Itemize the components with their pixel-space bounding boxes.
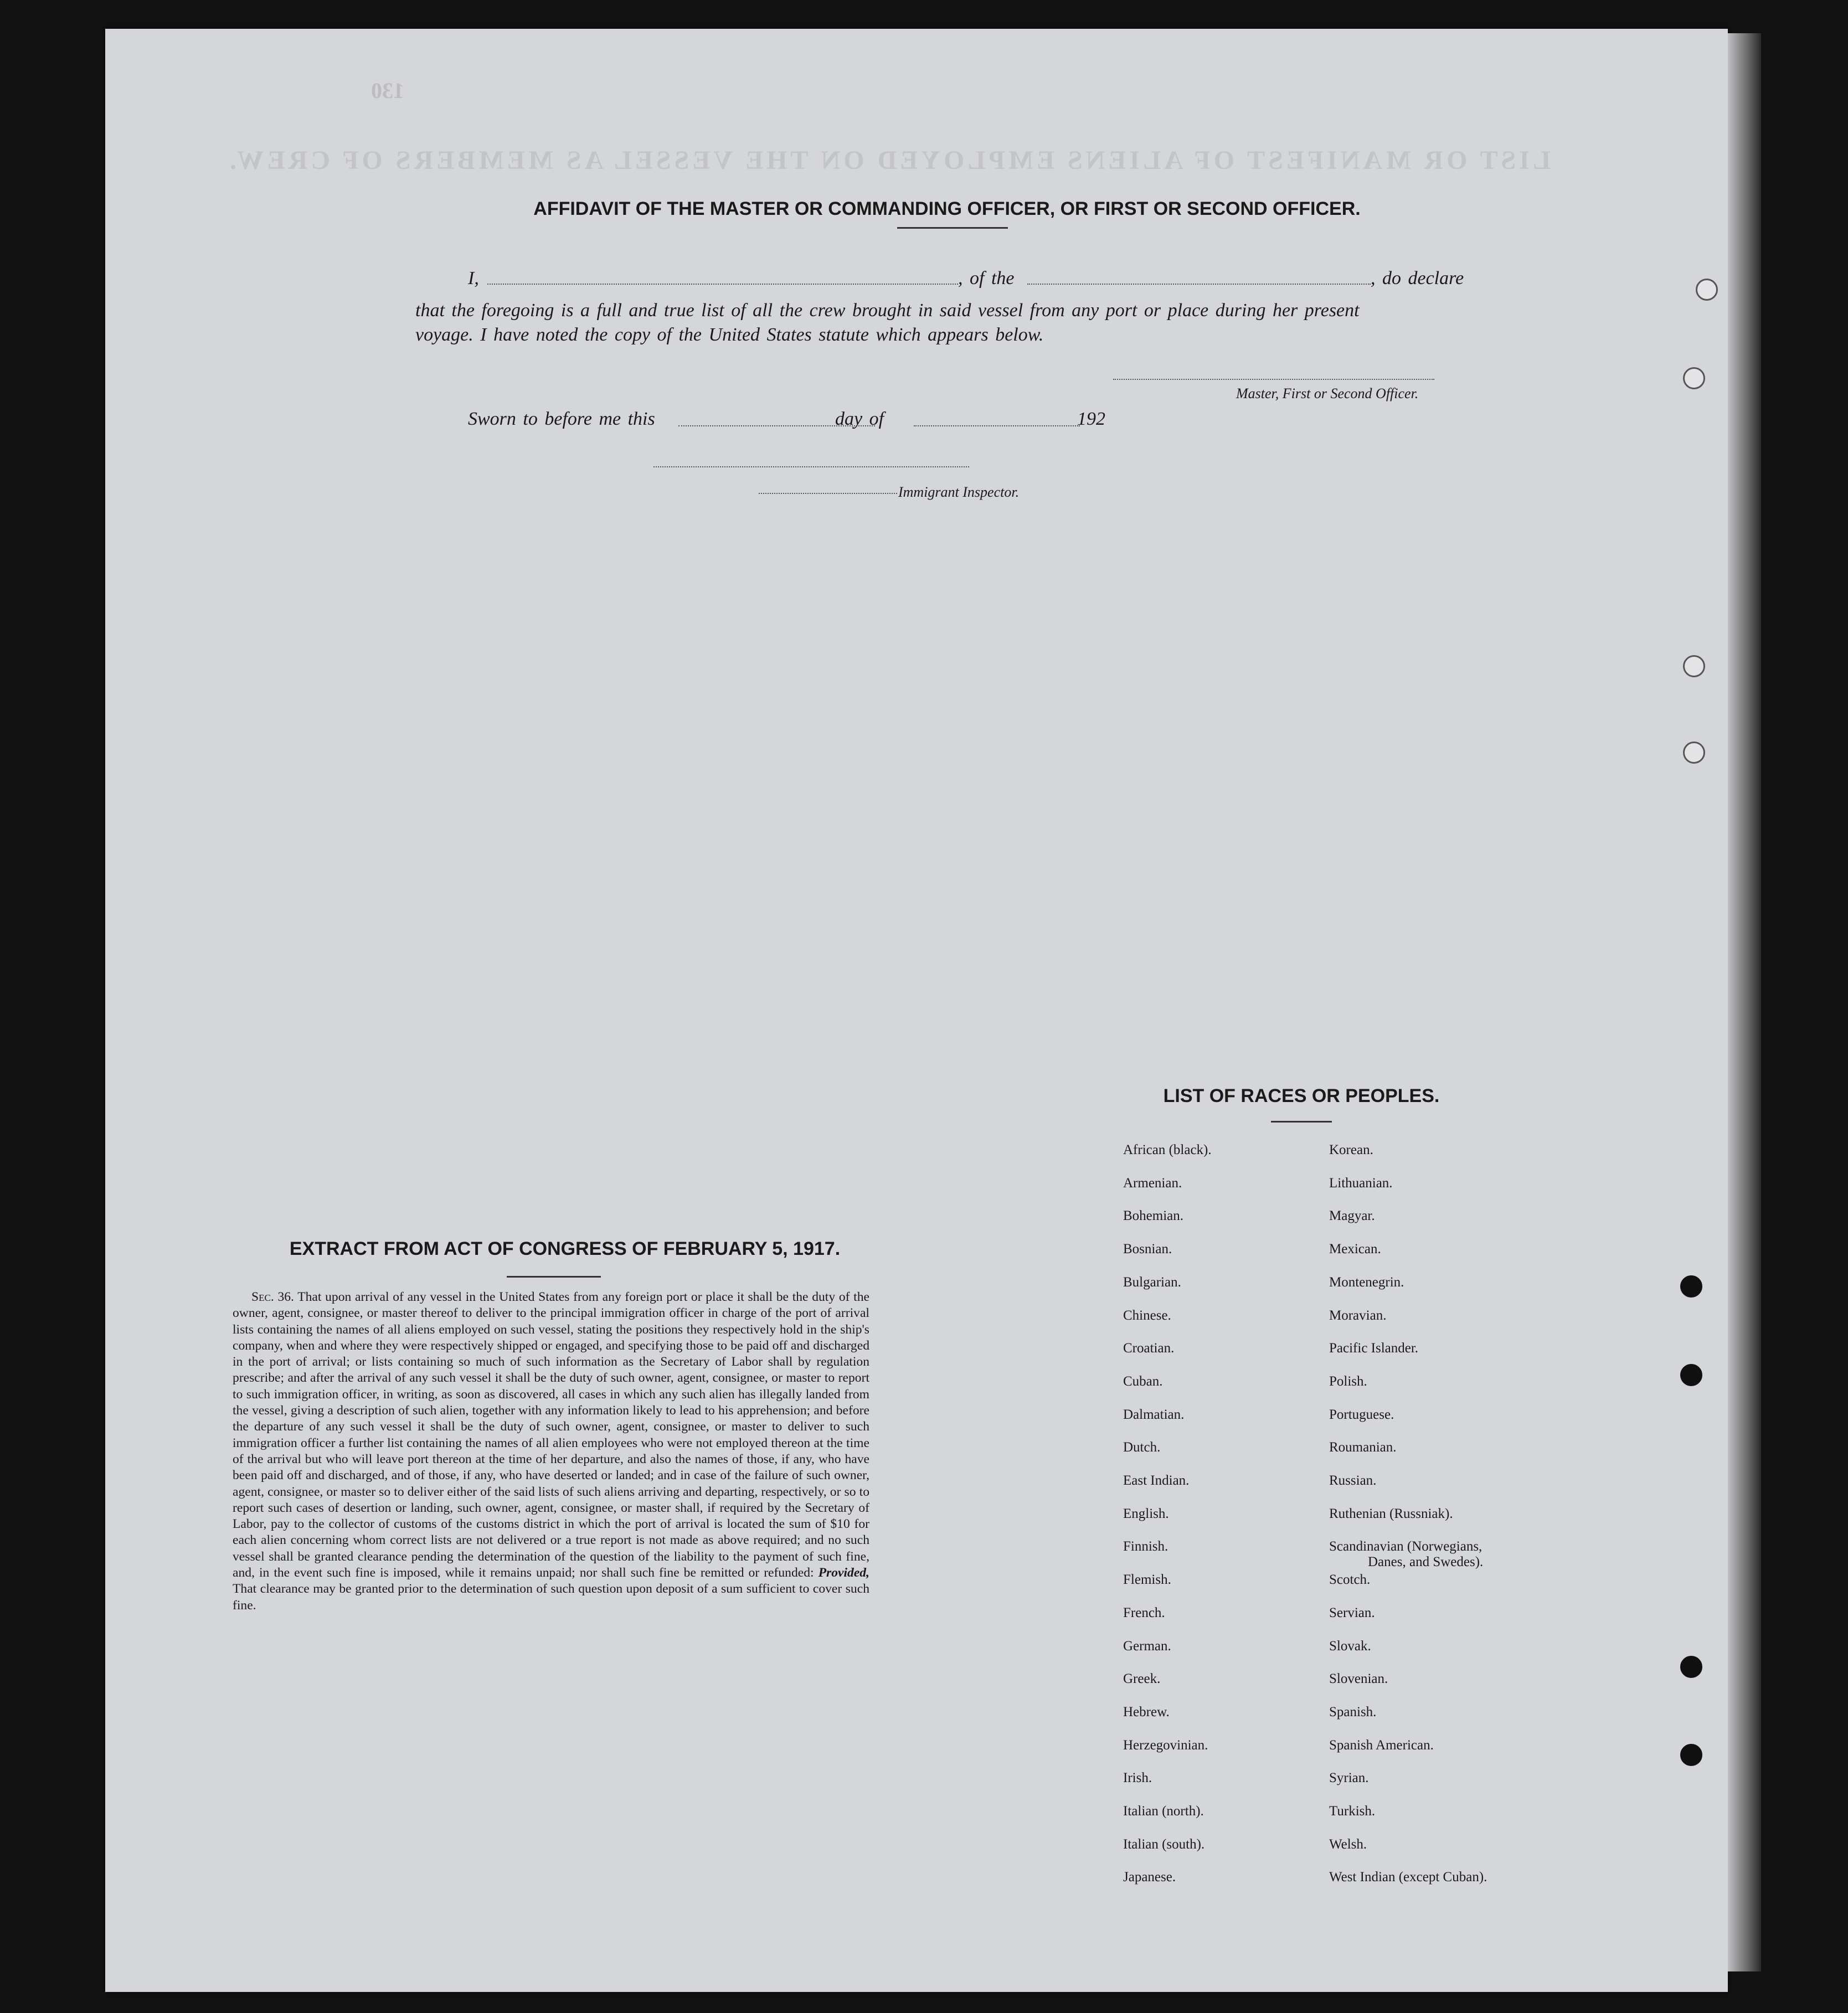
- affidavit-line1-mid: , of the: [958, 268, 1015, 289]
- affidavit-line3: voyage. I have noted the copy of the United States statute which appears below.: [415, 325, 1044, 345]
- race-item: Welsh.: [1329, 1837, 1367, 1852]
- race-item: French.: [1123, 1605, 1165, 1620]
- race-item: English.: [1123, 1506, 1169, 1521]
- extract-title: EXTRACT FROM ACT OF CONGRESS OF FEBRUARY 5, 1917.: [289, 1238, 841, 1259]
- race-item: Spanish.: [1329, 1705, 1377, 1719]
- race-item: Armenian.: [1123, 1176, 1182, 1191]
- race-item: Mexican.: [1329, 1242, 1381, 1257]
- sworn-month-blank: [914, 425, 1080, 426]
- affidavit-line2: that the foregoing is a full and true list of all the crew brought in said vessel from any port or place during her present: [415, 300, 1360, 321]
- race-item: Hebrew.: [1123, 1705, 1170, 1719]
- race-item: Scandinavian (Norwegians,: [1329, 1539, 1482, 1554]
- inspector-blank-upper: [653, 466, 969, 467]
- race-item: Magyar.: [1329, 1208, 1375, 1223]
- punch-hole: [1683, 742, 1705, 764]
- sworn-prefix: Sworn to before me this: [468, 409, 655, 429]
- punch-hole: [1683, 367, 1705, 389]
- race-item-continuation: Danes, and Swedes).: [1368, 1554, 1484, 1569]
- section-number: 36.: [277, 1290, 294, 1304]
- punch-hole: [1680, 1656, 1702, 1678]
- race-item: Portuguese.: [1329, 1407, 1394, 1422]
- race-item: Polish.: [1329, 1374, 1367, 1389]
- inspector-label: Immigrant Inspector.: [898, 484, 1020, 500]
- sworn-year: 192: [1077, 409, 1105, 429]
- affidavit-title: AFFIDAVIT OF THE MASTER OR COMMANDING OFFICER, OR FIRST OR SECOND OFFICER.: [533, 198, 1361, 219]
- race-item: African (black).: [1123, 1142, 1212, 1157]
- punch-hole: [1696, 279, 1718, 301]
- officer-label: Master, First or Second Officer.: [1236, 385, 1419, 401]
- races-title-rule: [1271, 1121, 1332, 1123]
- race-item: Bohemian.: [1123, 1208, 1184, 1223]
- document-page: [105, 29, 1728, 1992]
- race-item: Herzegovinian.: [1123, 1738, 1208, 1753]
- race-item: East Indian.: [1123, 1473, 1190, 1488]
- officer-signature-line: [1113, 379, 1434, 380]
- inspector-signature-line: [759, 493, 897, 494]
- race-item: Irish.: [1123, 1770, 1152, 1785]
- race-item: Korean.: [1329, 1142, 1373, 1157]
- race-item: Chinese.: [1123, 1308, 1171, 1323]
- race-item: Italian (south).: [1123, 1837, 1205, 1852]
- punch-hole: [1680, 1364, 1702, 1386]
- page-edge-shadow: [1728, 33, 1761, 1971]
- race-item: Slovak.: [1329, 1639, 1371, 1654]
- affidavit-line1-suffix: , do declare: [1371, 268, 1464, 289]
- race-item: Roumanian.: [1329, 1440, 1397, 1455]
- race-item: Pacific Islander.: [1329, 1341, 1419, 1356]
- race-item: Montenegrin.: [1329, 1275, 1404, 1290]
- punch-hole: [1683, 655, 1705, 677]
- race-item: Ruthenian (Russniak).: [1329, 1506, 1453, 1521]
- sworn-mid: day of: [835, 409, 884, 429]
- race-item: Syrian.: [1329, 1770, 1369, 1785]
- race-item: Russian.: [1329, 1473, 1377, 1488]
- race-item: Croatian.: [1123, 1341, 1175, 1356]
- races-title: LIST OF RACES OR PEOPLES.: [1163, 1085, 1440, 1106]
- race-item: Finnish.: [1123, 1539, 1168, 1554]
- race-item: Dalmatian.: [1123, 1407, 1185, 1422]
- affidavit-line1-prefix: I,: [468, 268, 479, 289]
- race-item: Dutch.: [1123, 1440, 1161, 1455]
- race-item: Lithuanian.: [1329, 1176, 1393, 1191]
- reverse-side-show-through: LIST OR MANIFEST OF ALIENS EMPLOYED ON THE VESSEL AS MEMBERS OF CREW.: [227, 146, 1551, 175]
- race-item: Cuban.: [1123, 1374, 1163, 1389]
- section-text-b: That clearance may be granted prior to the determination of such question upon deposit of a sum sufficient to cover such fine.: [233, 1582, 869, 1613]
- race-item: Bulgarian.: [1123, 1275, 1181, 1290]
- race-item: Spanish American.: [1329, 1738, 1434, 1753]
- race-item: Bosnian.: [1123, 1242, 1172, 1257]
- race-item: Moravian.: [1329, 1308, 1387, 1323]
- race-item: Italian (north).: [1123, 1804, 1204, 1819]
- race-item: Slovenian.: [1329, 1671, 1388, 1686]
- section-label: Sec.: [251, 1290, 274, 1304]
- race-item: Scotch.: [1329, 1572, 1371, 1587]
- race-item: Japanese.: [1123, 1870, 1176, 1885]
- section-text-a: That upon arrival of any vessel in the United States from any foreign port or place it shall be the duty of the owner, agent, consignee, or master thereof to deliver to the principal immigration officer in charge of the port of arrival lists containing the names of all aliens employed on such vessel, stating the positions they respectively hold in the ship's company, when and where they were respectively shipped or engaged, and specifying those to be paid off and discharged in the port of arrival; or lists containing so much of such information as the Secretary of Labor shall by regulation prescribe; and after the arrival of any such vessel it shall be the duty of such owner, agent, consignee, or master to report to such immigration officer, in writing, as soon as discovered, all cases in which any such alien has illegally landed from the vessel, giving a description of such alien, together with any information likely to lead to his apprehension; and before the departure of any such vessel it shall be the duty of such owner, agent, consignee, or master to deliver to such immigration officer a further list containing the names of all alien employees who were not employed thereon at the time of the arrival but who will leave port thereon at the time of her departure, and also the names of those, if any, who have been paid off and discharged, and of those, if any, who have deserted or landed; and in case of the failure of such owner, agent, consignee, or master so to deliver either of the said lists of such aliens arriving and departing, respectively, or so to report such cases of desertion or landing, such owner, agent, consignee, or master shall, if required by the Secretary of Labor, pay to the collector of customs of the customs district in which the port of arrival is located the sum of $10 for each alien concerning whom correct lists are not delivered or a true report is not made as above required; and no such vessel shall be granted clearance pending the determination of the question of the liability to the payment of such fine, and, in the event such fine is imposed, while it remains unpaid; nor shall such fine be remitted or refunded:: [233, 1290, 869, 1580]
- race-item: Servian.: [1329, 1605, 1375, 1620]
- punch-hole: [1680, 1275, 1702, 1298]
- race-item: German.: [1123, 1639, 1171, 1654]
- race-item: Flemish.: [1123, 1572, 1171, 1587]
- extract-title-rule: [507, 1276, 601, 1278]
- race-item: West Indian (except Cuban).: [1329, 1870, 1487, 1885]
- race-item: Turkish.: [1329, 1804, 1376, 1819]
- affidavit-title-rule: [897, 227, 1008, 229]
- vessel-blank: [1027, 284, 1371, 285]
- race-item: Greek.: [1123, 1671, 1161, 1686]
- name-blank: [487, 284, 958, 285]
- punch-hole: [1680, 1744, 1702, 1766]
- extract-body: [233, 1289, 869, 1614]
- provided-word: Provided,: [818, 1566, 869, 1580]
- page-number: 130: [371, 78, 404, 103]
